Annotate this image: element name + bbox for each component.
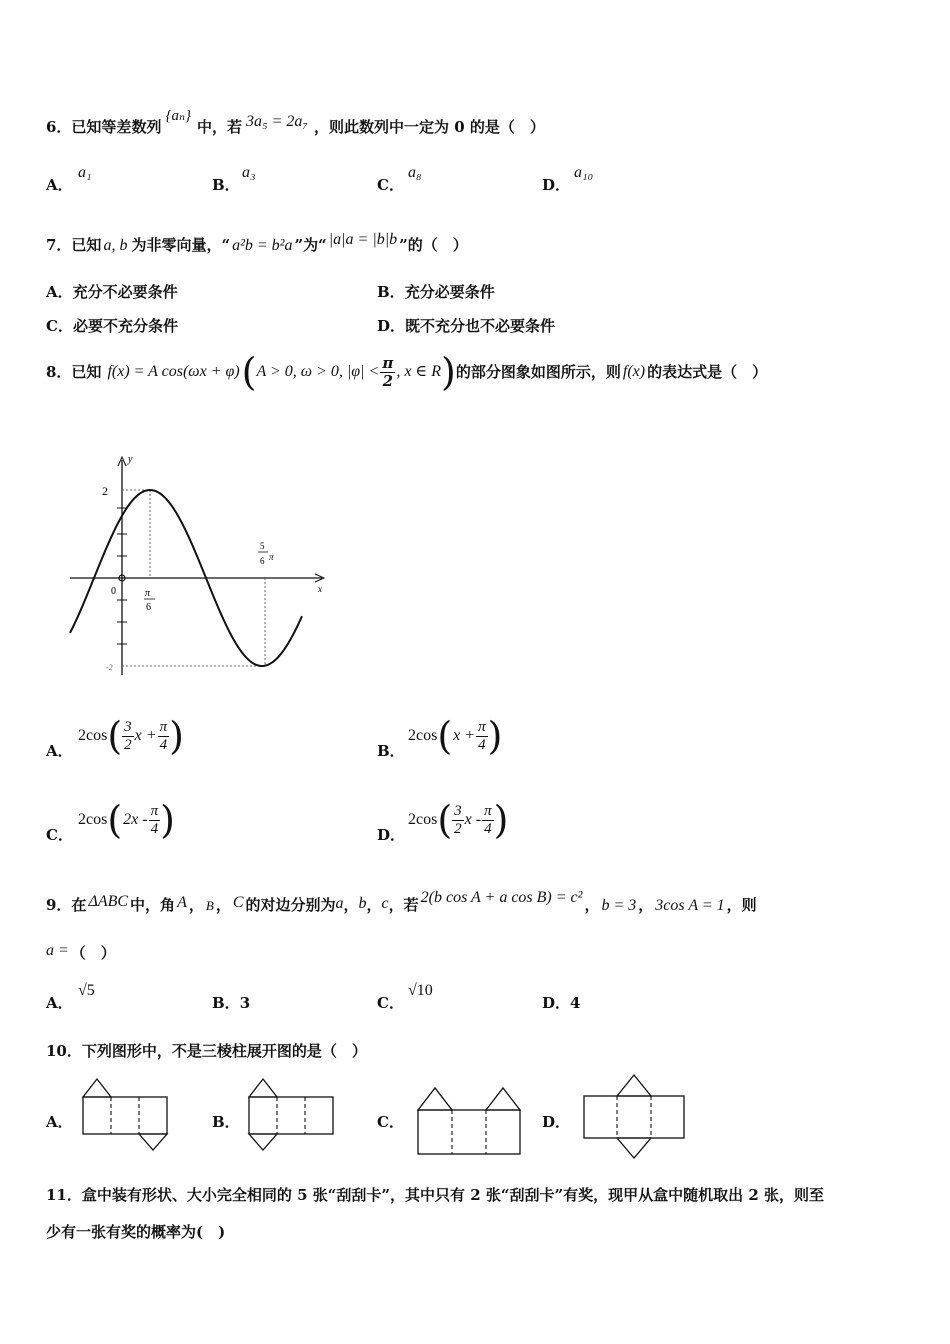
q8-fx: f(x) — [622, 363, 646, 380]
q7-expr-1: a²b = b²a — [232, 237, 293, 254]
option-value: 充分不必要条件 — [72, 283, 178, 301]
q9-equation-3: 3cos A = 1 — [655, 897, 725, 914]
q9-option-d[interactable] — [542, 992, 580, 1013]
coef: 2cos — [408, 727, 438, 744]
separator: ， — [584, 896, 600, 914]
q6-option-c[interactable] — [377, 174, 404, 195]
q9-text-c: 的对边分别为 — [245, 896, 336, 914]
q9-text-e: ，则 — [726, 896, 757, 914]
origin-label: 0 — [111, 586, 116, 597]
paren-left: ( — [437, 798, 453, 842]
q9-equation-2: b = 3 — [601, 897, 637, 914]
option-letter: D． — [542, 994, 571, 1012]
option-letter: B． — [377, 283, 405, 301]
numerator: 3 — [124, 718, 132, 735]
q11-text-1: 11．盒中装有形状、大小完全相同的 5 张“刮刮卡”，其中只有 2 张“刮刮卡”有奖，现甲从盒中随机取出 2 张，则至 — [46, 1186, 825, 1204]
q7-vars: a, b — [103, 237, 128, 254]
denominator: 2 — [382, 371, 394, 390]
q8-option-c[interactable] — [46, 824, 73, 845]
q8-text-b: 的部分图象如图所示，则 — [455, 363, 621, 381]
q9-angle-b: B — [205, 898, 214, 913]
question-9-line-2 — [46, 942, 116, 963]
q8-option-d-expr — [408, 798, 509, 842]
middle: x - — [464, 811, 482, 828]
option-letter: D． — [542, 176, 571, 194]
q7-text: 7．已知 — [46, 236, 102, 254]
q7-text-b: 为非零向量，“ — [131, 236, 231, 254]
option-letter: D． — [542, 1113, 571, 1131]
q8-option-a-expr — [78, 714, 184, 758]
q6-option-d[interactable] — [542, 174, 570, 195]
q9-blank: （ ） — [70, 944, 116, 962]
fraction-pi-4 — [149, 803, 161, 838]
numerator: 3 — [454, 802, 462, 819]
q6-text-c: ，则此数列中一定为 0 的是（ ） — [313, 118, 545, 136]
q6-sequence: {aₙ} — [165, 108, 192, 124]
q8-paren-left: ( — [241, 350, 257, 394]
question-11-line-2 — [46, 1221, 225, 1242]
option-value: 4 — [570, 994, 581, 1012]
option-letter: C． — [377, 1113, 404, 1131]
q11-text-2: 少有一张有奖的概率为( ) — [46, 1223, 226, 1241]
separator: ， — [188, 896, 204, 914]
denominator: 4 — [478, 736, 486, 753]
q7-option-c[interactable] — [46, 315, 178, 336]
q8-option-d[interactable] — [377, 824, 405, 845]
q8-function: f(x) = A cos(ωx + φ) — [107, 363, 240, 380]
paren-left: ( — [107, 714, 123, 758]
q7-text-c: ”为“ — [294, 236, 327, 254]
q7-option-b[interactable] — [377, 281, 495, 302]
option-value: 必要不充分条件 — [72, 317, 178, 335]
option-letter: C． — [377, 994, 404, 1012]
x-tick-5pi-6-pi: π — [269, 552, 274, 562]
q10-option-c[interactable] — [377, 1111, 404, 1132]
option-letter: A． — [46, 742, 73, 760]
x-tick-5pi-6-num: 5 — [260, 541, 265, 551]
paren-right: ) — [493, 798, 509, 842]
q6-option-b[interactable] — [212, 174, 240, 195]
numerator: π — [478, 718, 486, 735]
q10-text: 10．下列图形中，不是三棱柱展开图的是（ ） — [46, 1042, 367, 1060]
option-letter: D． — [377, 826, 406, 844]
numerator: π — [150, 802, 159, 819]
option-letter: C． — [46, 826, 73, 844]
option-letter: A． — [46, 176, 73, 194]
q7-expr-2: |a|a = |b|b — [328, 231, 398, 248]
separator: ， — [343, 896, 359, 914]
q8-text: 8．已知 — [46, 363, 102, 381]
question-9-stem — [46, 889, 757, 915]
question-6-stem — [46, 108, 545, 137]
middle: 2x - — [123, 811, 148, 828]
fraction-pi-4 — [476, 719, 488, 754]
q9-angle-a: A — [177, 894, 187, 911]
q6-text-b: 中，若 — [197, 118, 243, 136]
q9-equation-1: 2(b cos A + a cos B) = c² — [420, 889, 583, 906]
x-tick-5pi-6-den: 6 — [260, 556, 265, 566]
paren-right: ) — [487, 714, 503, 758]
paren-right: ) — [169, 714, 184, 758]
q6-option-d-value: a₁₀ — [574, 164, 594, 181]
x-tick-pi-6-den: 6 — [146, 602, 151, 613]
q8-option-b[interactable] — [377, 740, 405, 761]
q9-option-c-value: √10 — [408, 982, 433, 999]
option-letter: C． — [46, 317, 73, 335]
denominator: 4 — [484, 820, 492, 837]
coef: 2cos — [78, 727, 108, 744]
y-min-label: -2 — [106, 663, 113, 672]
q9-text: 9．在 — [46, 896, 87, 914]
option-letter: A． — [46, 994, 73, 1012]
question-10-stem — [46, 1040, 367, 1061]
paren-right: ) — [160, 798, 175, 842]
q6-condition: 3a₅ = 2a₇ — [246, 113, 308, 130]
q8-paren-right: ) — [441, 350, 456, 394]
coef: 2cos — [408, 811, 438, 828]
q9-triangle: ΔABC — [88, 893, 129, 910]
q8-pi-over-2 — [380, 355, 395, 390]
denominator: 2 — [124, 736, 132, 753]
fraction-3-2 — [452, 803, 464, 838]
q6-option-a[interactable] — [46, 174, 73, 195]
q10-net-b — [246, 1076, 336, 1154]
q7-text-d: ”的（ ） — [399, 236, 468, 254]
paren-left: ( — [107, 798, 123, 842]
q9-side-c: c — [381, 895, 389, 912]
numerator: π — [382, 353, 394, 372]
option-letter: D． — [377, 317, 406, 335]
numerator: π — [159, 718, 168, 735]
q8-option-a[interactable] — [46, 740, 73, 761]
q9-text-d: ，若 — [388, 896, 419, 914]
denominator: 4 — [159, 736, 168, 753]
q9-side-a: a — [335, 895, 344, 912]
question-11-line-1 — [46, 1184, 824, 1205]
q6-option-c-value: a₈ — [408, 164, 422, 181]
q10-option-a[interactable] — [46, 1111, 73, 1132]
q9-option-b[interactable] — [212, 992, 250, 1013]
q6-text: 6．已知等差数列 — [46, 118, 162, 136]
q10-net-c — [414, 1084, 524, 1158]
option-letter: B． — [212, 176, 240, 194]
q10-option-b[interactable] — [212, 1111, 240, 1132]
q7-option-d[interactable] — [377, 315, 555, 336]
fraction-3-2 — [122, 719, 134, 754]
q9-option-a-value: √5 — [78, 982, 95, 999]
q10-net-d — [580, 1072, 688, 1162]
q6-option-a-value: a₁ — [78, 164, 92, 181]
q7-option-a[interactable] — [46, 281, 178, 302]
coef: 2cos — [78, 811, 108, 828]
fraction-pi-4 — [482, 803, 494, 838]
x-axis-label: x — [318, 584, 322, 594]
paren-left: ( — [437, 714, 453, 758]
q9-option-a[interactable] — [46, 992, 73, 1013]
q8-option-b-expr — [408, 714, 503, 758]
q8-cosine-graph — [60, 450, 340, 680]
option-letter: A． — [46, 1113, 73, 1131]
q10-option-d[interactable] — [542, 1111, 570, 1132]
option-value: 3 — [239, 994, 251, 1012]
y-max-label: 2 — [102, 484, 108, 498]
option-letter: A． — [46, 283, 73, 301]
option-letter: B． — [212, 1113, 240, 1131]
q9-option-c[interactable] — [377, 992, 404, 1013]
separator: ， — [366, 896, 382, 914]
q8-option-c-expr — [78, 798, 175, 842]
q9-unknown: a = — [46, 942, 69, 959]
option-value: 既不充分也不必要条件 — [405, 317, 556, 335]
q10-net-a — [80, 1076, 170, 1154]
q9-side-b: b — [358, 895, 367, 912]
question-7-stem — [46, 231, 468, 255]
denominator: 4 — [150, 820, 159, 837]
q9-angle-c: C — [232, 894, 244, 911]
fraction-pi-4 — [158, 719, 170, 754]
question-8-stem — [46, 350, 768, 394]
option-letter: B． — [212, 994, 240, 1012]
q6-option-b-value: a₃ — [242, 164, 256, 181]
option-value: 充分必要条件 — [404, 283, 495, 301]
option-letter: C． — [377, 176, 404, 194]
x-axis — [70, 574, 324, 582]
x-tick-pi-6-num: π — [145, 588, 151, 599]
middle: x + — [453, 727, 476, 744]
q9-text-b: 中，角 — [130, 896, 176, 914]
separator: ， — [215, 896, 231, 914]
q8-condition-pre: A > 0, ω > 0, |φ| < — [256, 363, 380, 380]
option-letter: B． — [377, 742, 405, 760]
separator: ， — [638, 896, 654, 914]
q8-text-c: 的表达式是（ ） — [647, 363, 768, 381]
middle: x + — [134, 727, 157, 744]
q8-condition-post: , x ∈ R — [396, 363, 442, 380]
y-axis-label: y — [128, 454, 133, 465]
denominator: 2 — [454, 820, 462, 837]
numerator: π — [484, 802, 492, 819]
